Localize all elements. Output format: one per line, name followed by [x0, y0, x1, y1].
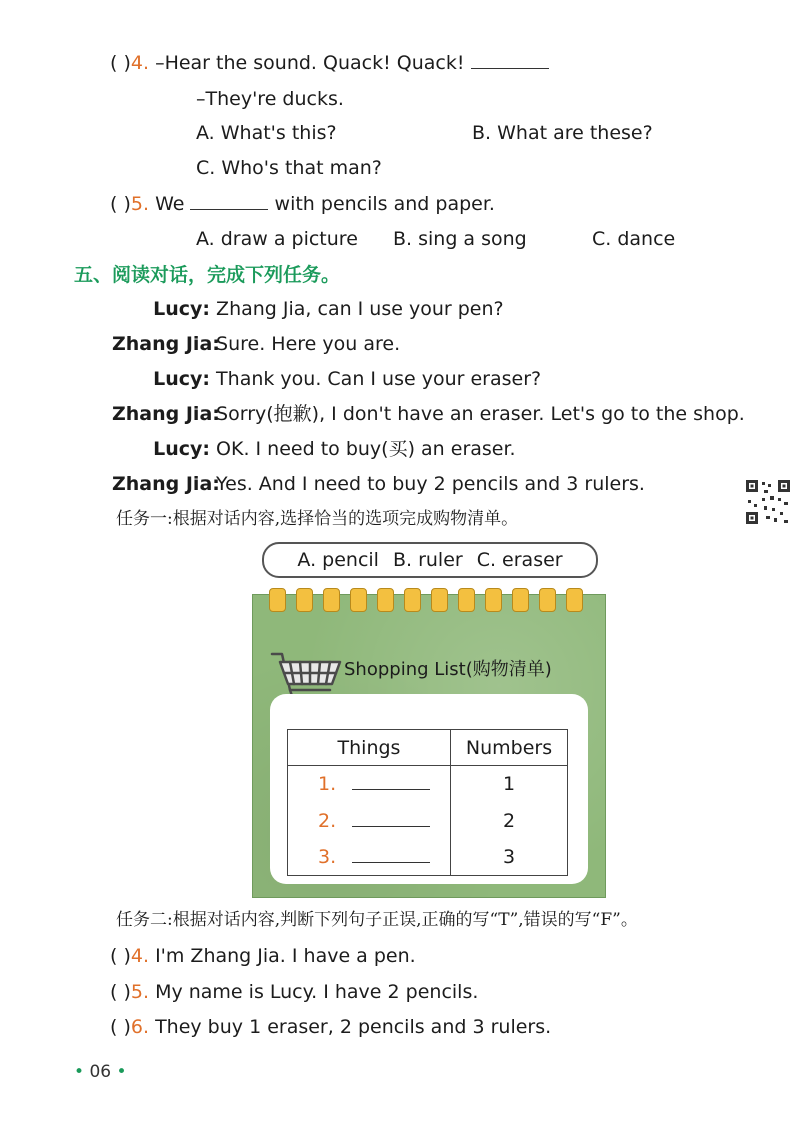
answer-bracket[interactable]: ( ) — [110, 193, 131, 215]
answer-blank[interactable] — [471, 68, 549, 69]
column-header-things: Things — [288, 730, 451, 766]
question-number: 5. — [130, 193, 150, 215]
page-number: • 06 • — [74, 1062, 127, 1082]
section-title: 五、阅读对话，完成下列任务。 — [74, 264, 341, 286]
thing-cell — [288, 802, 451, 838]
question-prompt: –Hear the sound. Quack! Quack! — [155, 52, 465, 74]
item-text: I'm Zhang Jia. I have a pen. — [155, 945, 416, 967]
binder-ring — [566, 588, 583, 612]
dialogue-line — [112, 296, 504, 322]
row-number: 2. — [318, 809, 337, 832]
number-cell: 2 — [451, 802, 568, 838]
speaker: Lucy: — [153, 298, 210, 320]
item-number: 6. — [130, 1016, 150, 1038]
binder-ring — [458, 588, 475, 612]
binder-ring — [431, 588, 448, 612]
binder-ring — [485, 588, 502, 612]
option-eraser: C. eraser — [476, 549, 563, 571]
number-cell: 1 — [451, 766, 568, 803]
dialogue-text: Sorry(抱歉), I don't have an eraser. Let's go to the shop. — [216, 403, 745, 425]
answer-blank[interactable] — [352, 789, 430, 790]
q4-option-b: B. What are these? — [472, 122, 653, 144]
q5-option-c: C. dance — [592, 228, 676, 250]
dialogue-text: Thank you. Can I use your eraser? — [216, 368, 542, 390]
answer-bracket[interactable]: ( ) — [110, 945, 131, 967]
q4-row — [110, 50, 549, 76]
answer-bracket[interactable]: ( ) — [110, 981, 131, 1003]
q5-option-a: A. draw a picture — [196, 228, 358, 250]
judgment-item — [110, 1014, 551, 1040]
thing-cell — [288, 839, 451, 876]
dialogue-line — [112, 471, 645, 497]
table-row — [288, 766, 568, 803]
binder-ring — [539, 588, 556, 612]
judgment-item — [110, 943, 416, 969]
item-number: 4. — [130, 945, 150, 967]
binder-ring — [323, 588, 340, 612]
dialogue-text: OK. I need to buy(买) an eraser. — [216, 438, 516, 460]
dialogue-line — [112, 436, 516, 462]
speaker: Lucy: — [153, 368, 210, 390]
option-pencil: A. pencil — [297, 549, 379, 571]
table-row — [288, 802, 568, 838]
option-ruler: B. ruler — [392, 549, 463, 571]
shopping-list-table — [287, 729, 568, 876]
answer-bracket[interactable]: ( ) — [110, 1016, 131, 1038]
dialogue-line — [112, 401, 745, 427]
speaker: Lucy: — [153, 438, 210, 460]
binder-ring — [377, 588, 394, 612]
q5-option-b: B. sing a song — [393, 228, 527, 250]
bullet-icon: • — [116, 1062, 127, 1082]
speaker: Zhang Jia: — [112, 333, 220, 355]
column-header-numbers: Numbers — [451, 730, 568, 766]
item-text: My name is Lucy. I have 2 pencils. — [155, 981, 479, 1003]
bullet-icon: • — [74, 1062, 85, 1082]
item-number: 5. — [130, 981, 150, 1003]
binder-ring — [296, 588, 313, 612]
number-cell: 3 — [451, 839, 568, 876]
task1-title: 任务一:根据对话内容,选择恰当的选项完成购物清单。 — [116, 509, 519, 529]
thing-cell — [288, 766, 451, 803]
binder-ring — [404, 588, 421, 612]
binder-ring — [350, 588, 367, 612]
dialogue-text: Sure. Here you are. — [216, 333, 401, 355]
table-row — [288, 839, 568, 876]
row-number: 1. — [318, 773, 337, 796]
dialogue-line — [112, 366, 541, 392]
question-before-blank: We — [155, 193, 185, 215]
options-box — [262, 542, 598, 578]
task2-title: 任务二:根据对话内容,判断下列句子正误,正确的写“T”,错误的写“F”。 — [116, 910, 638, 930]
qr-code-icon — [744, 478, 792, 526]
dialogue-text: Yes. And I need to buy 2 pencils and 3 rulers. — [216, 473, 645, 495]
speaker: Zhang Jia: — [112, 403, 220, 425]
row-number: 3. — [318, 845, 337, 868]
q4-option-c: C. Who's that man? — [196, 157, 382, 179]
shopping-list-title: Shopping List(购物清单) — [344, 659, 552, 680]
question-number: 4. — [130, 52, 150, 74]
q4-reply: –They're ducks. — [196, 88, 344, 110]
dialogue-text: Zhang Jia, can I use your pen? — [216, 298, 504, 320]
q5-row — [110, 191, 495, 217]
answer-blank[interactable] — [352, 862, 430, 863]
dialogue-line — [112, 331, 400, 357]
answer-blank[interactable] — [190, 209, 268, 210]
item-text: They buy 1 eraser, 2 pencils and 3 rulers. — [155, 1016, 552, 1038]
question-after-blank: with pencils and paper. — [274, 193, 495, 215]
judgment-item — [110, 979, 478, 1005]
binder-ring — [269, 588, 286, 612]
speaker: Zhang Jia: — [112, 473, 220, 495]
answer-blank[interactable] — [352, 826, 430, 827]
q4-option-a: A. What's this? — [196, 122, 337, 144]
binder-ring — [512, 588, 529, 612]
answer-bracket[interactable]: ( ) — [110, 52, 131, 74]
